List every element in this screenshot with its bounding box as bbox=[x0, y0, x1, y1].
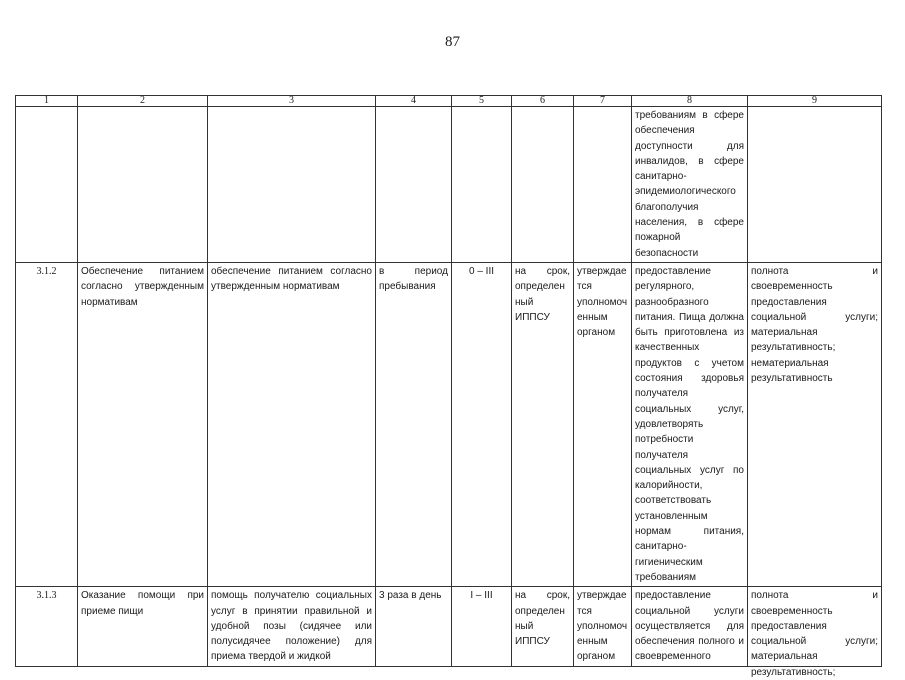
column-header: 8 bbox=[632, 96, 748, 107]
column-header: 4 bbox=[376, 96, 452, 107]
table-row bbox=[16, 262, 882, 586]
table-row bbox=[16, 107, 882, 263]
service-term: на срок, определенный ИППСУ bbox=[512, 587, 574, 666]
service-description: обеспечение питанием согласно утвержденным нормативам bbox=[208, 262, 376, 586]
service-name: Оказание помощи при приеме пищи bbox=[78, 587, 208, 666]
service-cost: утверждается уполномоченным органом bbox=[574, 587, 632, 666]
column-header: 7 bbox=[574, 96, 632, 107]
service-frequency: в период пребывания bbox=[376, 262, 452, 586]
service-conditions: предоставление социальной услуги осуществляется для обеспечения полного и своевременного bbox=[635, 590, 744, 663]
conditions-cell: требованиям в сфере обеспечения доступности для инвалидов, в сфере санитарно-эпидемиологического благополучия населения, в сфере пожарной безопасности bbox=[632, 107, 748, 263]
column-header: 2 bbox=[78, 96, 208, 107]
page-number: 87 bbox=[445, 34, 460, 50]
service-frequency: 3 раза в день bbox=[376, 587, 452, 666]
column-header: 9 bbox=[748, 96, 882, 107]
column-header: 1 bbox=[16, 96, 78, 107]
service-cost: утверждается уполномоченным органом bbox=[574, 262, 632, 586]
service-number: 3.1.2 bbox=[16, 262, 78, 586]
service-evaluation: полнота и своевременность предоставления социальной услуги; материальная результативность; bbox=[751, 590, 878, 678]
service-description: помощь получателю социальных услуг в принятии правильной и удобной позы (сидячее или полусидячее положение) для приема твердой и жидкой bbox=[211, 590, 372, 663]
service-conditions: предоставление регулярного, разнообразного питания. Пища должна быть приготовлена из качественных продуктов с учетом состояния здоровья получателя социальных услуг, удовлетворять потребности получателя социальных услуг по калорийности, соответствовать установленным нормам питания, санитарно-гигиеническим требованиям bbox=[632, 262, 748, 586]
service-number: 3.1.3 bbox=[16, 587, 78, 666]
column-header: 5 bbox=[452, 96, 512, 107]
service-term: на срок, определенный ИППСУ bbox=[512, 262, 574, 586]
service-groups: 0 – III bbox=[452, 262, 512, 586]
column-header: 3 bbox=[208, 96, 376, 107]
column-header: 6 bbox=[512, 96, 574, 107]
services-table bbox=[15, 95, 882, 678]
service-groups: I – III bbox=[452, 587, 512, 666]
column-number-row bbox=[16, 96, 882, 107]
service-evaluation: полнота и своевременность предоставления социальной услуги; материальная результативность; нематериальная результативность bbox=[748, 262, 882, 586]
service-name: Обеспечение питанием согласно утвержденным нормативам bbox=[78, 262, 208, 586]
table-row bbox=[16, 587, 882, 666]
